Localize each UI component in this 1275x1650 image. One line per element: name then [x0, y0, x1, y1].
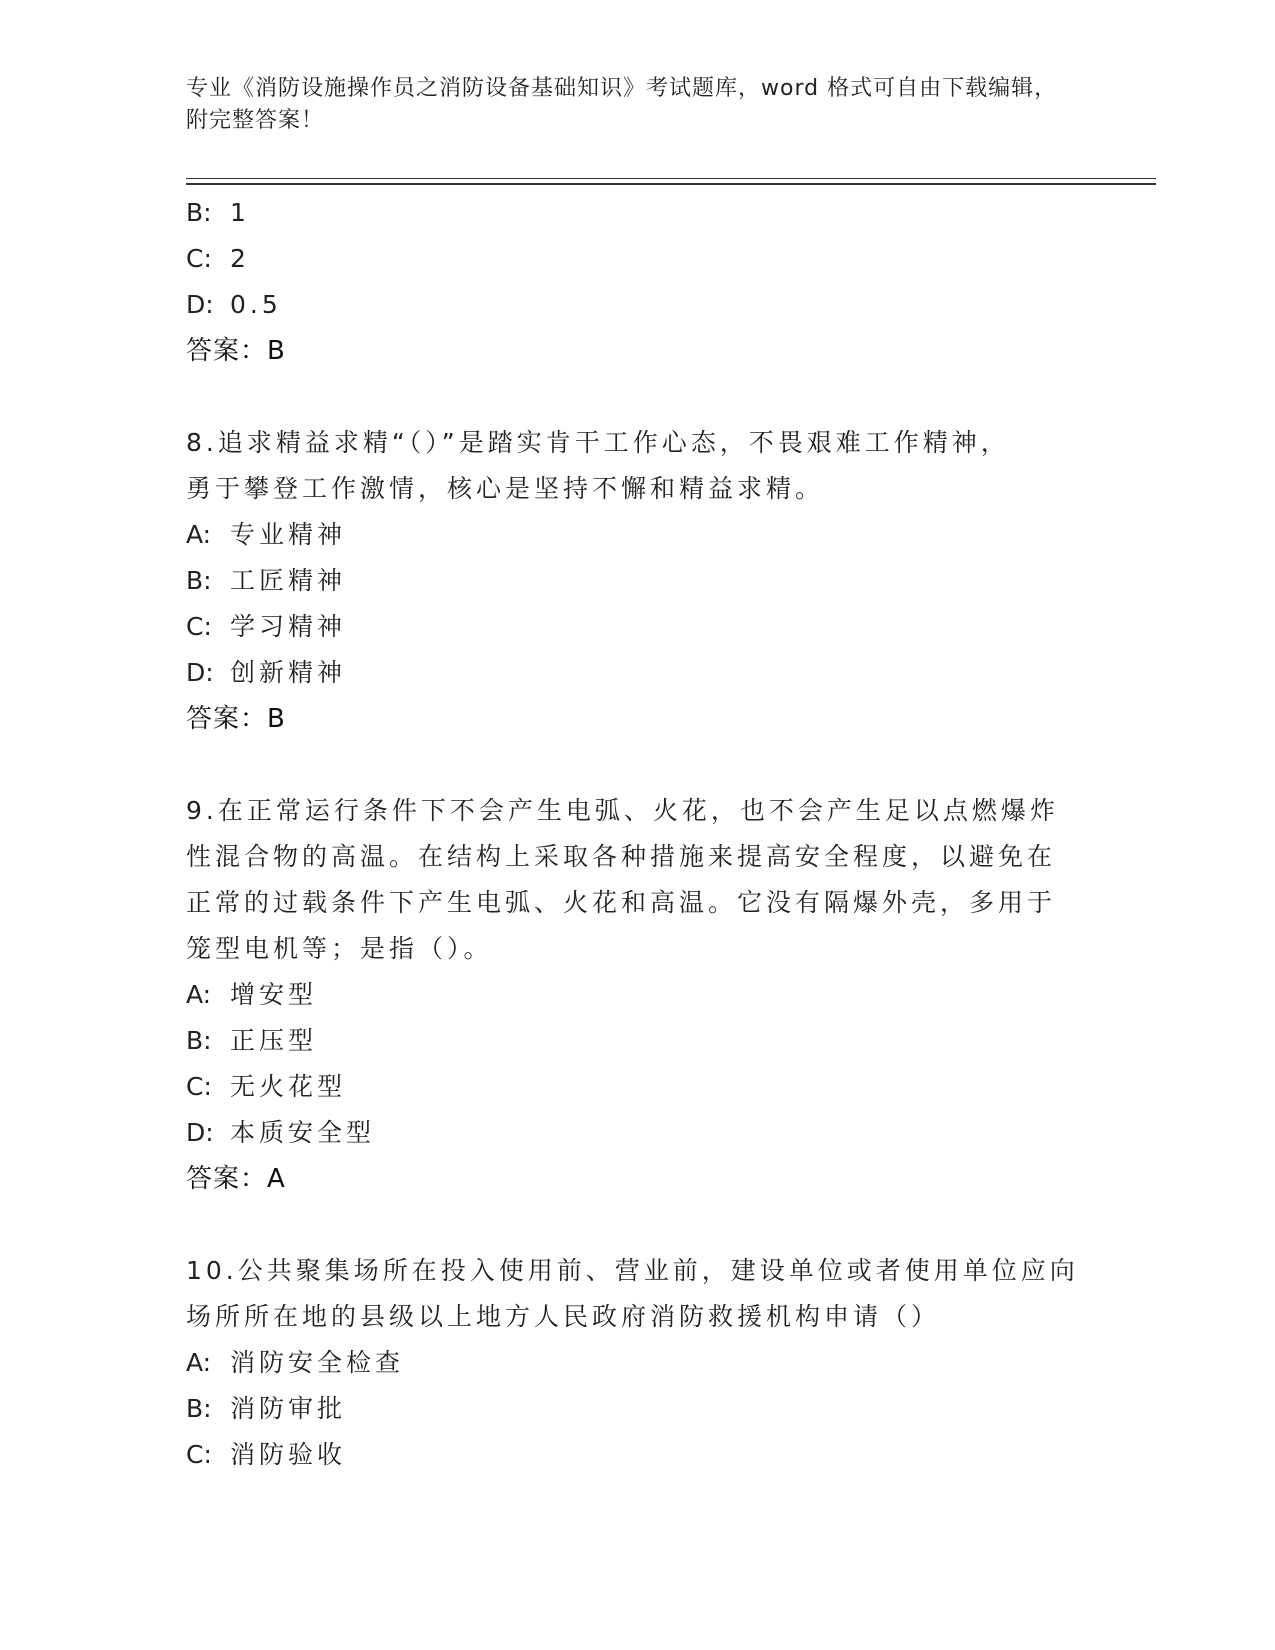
answer-line: 答案：A [186, 1164, 286, 1194]
option-c [186, 1064, 1086, 1110]
option-c [186, 604, 1086, 650]
option-text: 正压型 [230, 1026, 318, 1055]
question-stem [186, 788, 1086, 972]
option-letter: D: [186, 290, 214, 319]
option-text: 无火花型 [230, 1072, 347, 1101]
stem-line: 笼型电机等；是指（）。 [186, 934, 493, 963]
option-text: 增安型 [230, 980, 318, 1009]
option-text: 1 [230, 198, 250, 227]
option-text: 工匠精神 [230, 566, 347, 595]
stem-line: 性混合物的高温。在结构上采取各种措施来提高安全程度，以避免在 [186, 842, 1057, 871]
question-stem [186, 420, 1086, 512]
option-text: 消防验收 [230, 1440, 347, 1469]
option-letter: C: [186, 612, 212, 641]
question-8 [186, 420, 1086, 742]
option-b [186, 190, 1086, 236]
option-b [186, 1018, 1086, 1064]
option-a [186, 972, 1086, 1018]
question-stem [186, 1248, 1086, 1340]
stem-line: 正常的过载条件下产生电弧、火花和高温。它没有隔爆外壳，多用于 [186, 888, 1057, 917]
stem-line: 8.追求精益求精“（）”是踏实肯干工作心态，不畏艰难工作精神， [186, 428, 1010, 457]
stem-line: 9.在正常运行条件下不会产生电弧、火花，也不会产生足以点燃爆炸 [186, 796, 1059, 825]
option-letter: A: [186, 1348, 212, 1377]
option-letter: B: [186, 1026, 212, 1055]
question-content [186, 190, 1086, 1478]
option-text: 2 [230, 244, 250, 273]
option-text: 消防审批 [230, 1394, 347, 1423]
option-text: 0.5 [230, 290, 282, 319]
option-d [186, 282, 1086, 328]
header-rule-bottom [186, 183, 1156, 185]
option-letter: B: [186, 198, 212, 227]
option-text: 消防安全检查 [230, 1348, 405, 1377]
option-letter: C: [186, 1072, 212, 1101]
stem-line: 10.公共聚集场所在投入使用前、营业前，建设单位或者使用单位应向 [186, 1256, 1079, 1285]
stem-line: 场所所在地的县级以上地方人民政府消防救援机构申请（） [186, 1302, 941, 1331]
option-d [186, 650, 1086, 696]
option-c [186, 236, 1086, 282]
option-a [186, 1340, 1086, 1386]
option-b [186, 558, 1086, 604]
option-letter: D: [186, 658, 214, 687]
option-letter: C: [186, 1440, 212, 1469]
option-text: 专业精神 [230, 520, 347, 549]
option-letter: B: [186, 566, 212, 595]
option-letter: B: [186, 1394, 212, 1423]
stem-line: 勇于攀登工作激情，核心是坚持不懈和精益求精。 [186, 474, 825, 503]
continued-question [186, 190, 1086, 374]
option-text: 学习精神 [230, 612, 347, 641]
option-d [186, 1110, 1086, 1156]
header-rule-top [186, 178, 1156, 179]
question-10 [186, 1248, 1086, 1478]
option-text: 本质安全型 [230, 1118, 376, 1147]
question-9 [186, 788, 1086, 1202]
option-letter: D: [186, 1118, 214, 1147]
option-a [186, 512, 1086, 558]
header-text: 专业《消防设施操作员之消防设备基础知识》考试题库，word 格式可自由下载编辑，附完整答案！ [186, 76, 1058, 133]
answer-line: 答案：B [186, 336, 286, 366]
option-c [186, 1432, 1086, 1478]
answer-line: 答案：B [186, 704, 286, 734]
option-letter: A: [186, 520, 212, 549]
option-letter: C: [186, 244, 212, 273]
option-text: 创新精神 [230, 658, 347, 687]
option-letter: A: [186, 980, 212, 1009]
option-b [186, 1386, 1086, 1432]
page-header [186, 73, 1066, 137]
